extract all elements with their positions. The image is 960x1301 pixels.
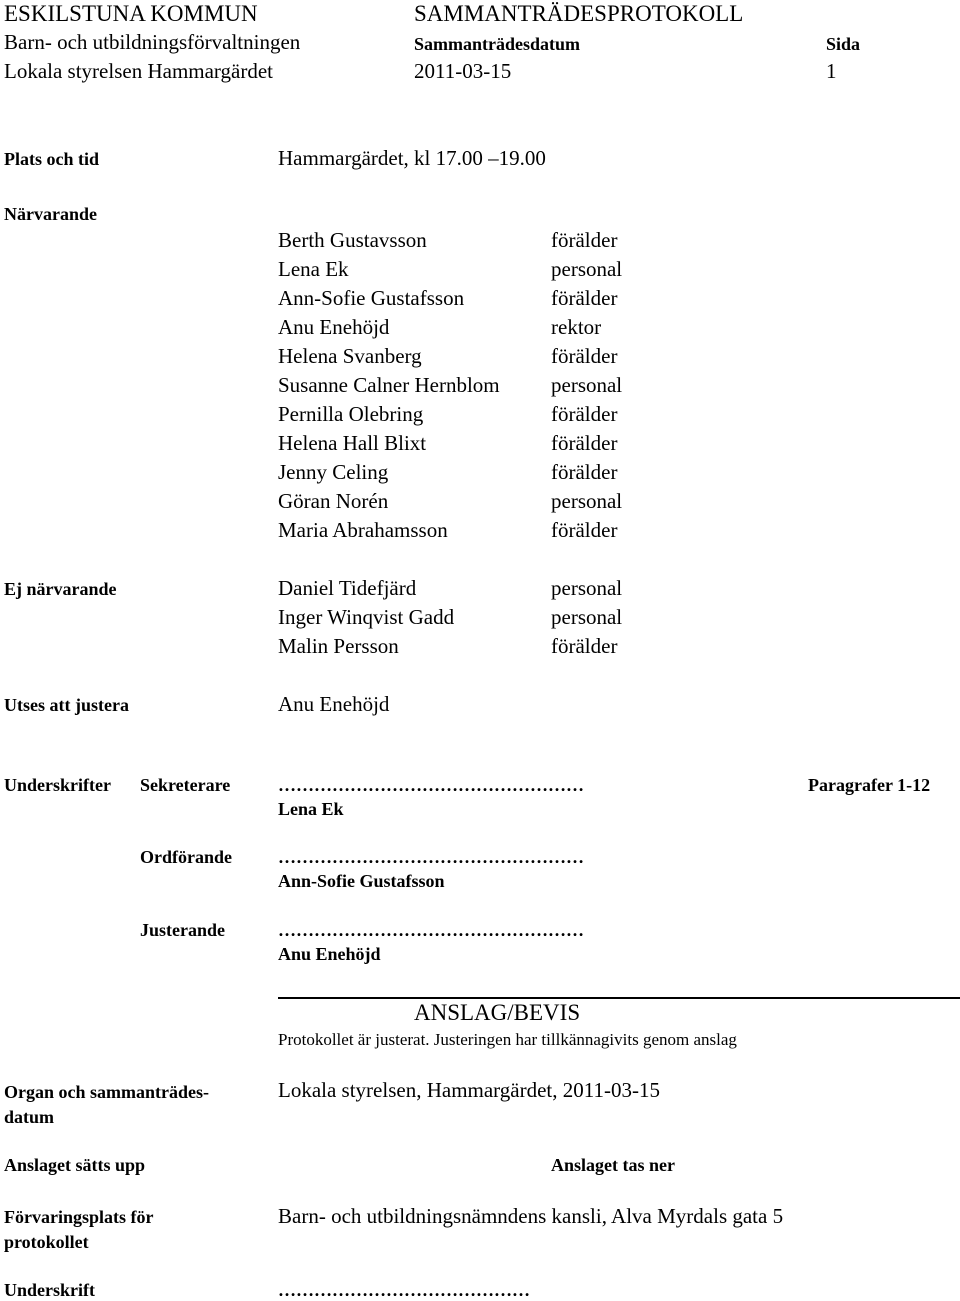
person-role: personal [551,257,623,281]
person-role: förälder [551,228,618,252]
person-role: personal [551,576,623,600]
adjuster-name: Anu Enehöjd [278,692,390,716]
adjuster-signature-label: Justerande [140,920,225,940]
person-name: Pernilla Olebring [278,402,424,426]
person-role: förälder [551,634,618,658]
removed-label: Anslaget tas ner [551,1155,675,1175]
person-name: Helena Hall Blixt [278,431,427,455]
person-role: personal [551,489,623,513]
page-label: Sida [826,34,861,54]
organ-value: Lokala styrelsen, Hammargärdet, 2011-03-15 [278,1078,660,1102]
person-name: Berth Gustavsson [278,228,427,252]
meeting-date: 2011-03-15 [414,59,512,83]
secretary-label: Sekreterare [140,775,231,795]
place-value: Hammargärdet, kl 17.00 –19.00 [278,146,546,170]
person-name: Göran Norén [278,489,389,513]
person-name: Maria Abrahamsson [278,518,448,542]
organ-label: Organ och sammanträdes- [4,1082,209,1102]
notice-divider [278,997,960,999]
place-label: Plats och tid [4,149,100,169]
adjuster-signature-name: Anu Enehöjd [278,944,381,964]
person-name: Lena Ek [278,257,349,281]
person-name: Daniel Tidefjärd [278,576,417,600]
notice-title: ANSLAG/BEVIS [414,1000,581,1025]
date-label: Sammanträdesdatum [414,34,581,54]
person-name: Jenny Celing [278,460,389,484]
municipality-name: ESKILSTUNA KOMMUN [4,1,258,26]
person-role: förälder [551,402,618,426]
storage-label-line2: protokollet [4,1232,89,1252]
chair-signature-line: …………………………………………… [278,847,584,867]
adjuster-signature-line: …………………………………………… [278,920,584,940]
posted-label: Anslaget sätts upp [4,1155,146,1175]
person-role: förälder [551,460,618,484]
person-name: Malin Persson [278,634,399,658]
document-type: SAMMANTRÄDESPROTOKOLL [414,1,744,26]
absent-label: Ej närvarande [4,579,117,599]
person-name: Ann-Sofie Gustafsson [278,286,465,310]
person-role: personal [551,373,623,397]
signature-line: …………………………………… [278,1280,530,1300]
person-name: Helena Svanberg [278,344,422,368]
person-role: rektor [551,315,602,339]
person-role: förälder [551,431,618,455]
person-role: förälder [551,344,618,368]
secretary-name: Lena Ek [278,799,344,819]
signature-label: Underskrift [4,1280,95,1300]
paragraphs-label: Paragrafer 1-12 [808,775,931,795]
person-role: förälder [551,518,618,542]
person-role: förälder [551,286,618,310]
person-role: personal [551,605,623,629]
secretary-signature-line: …………………………………………… [278,775,584,795]
notice-statement: Protokollet är justerat. Justeringen har tillkännagivits genom anslag [278,1030,737,1049]
person-name: Susanne Calner Hernblom [278,373,500,397]
present-label: Närvarande [4,204,97,224]
board-name: Lokala styrelsen Hammargärdet [4,59,274,83]
storage-label: Förvaringsplats för [4,1207,154,1227]
chair-label: Ordförande [140,847,232,867]
adjuster-label: Utses att justera [4,695,129,715]
organ-label-line2: datum [4,1107,55,1127]
department-name: Barn- och utbildningsförvaltningen [4,30,301,54]
signatures-label: Underskrifter [4,775,111,795]
person-name: Inger Winqvist Gadd [278,605,455,629]
chair-name: Ann-Sofie Gustafsson [278,871,445,891]
person-name: Anu Enehöjd [278,315,390,339]
page-number: 1 [826,59,837,83]
storage-value: Barn- och utbildningsnämndens kansli, Alva Myrdals gata 5 [278,1204,784,1228]
